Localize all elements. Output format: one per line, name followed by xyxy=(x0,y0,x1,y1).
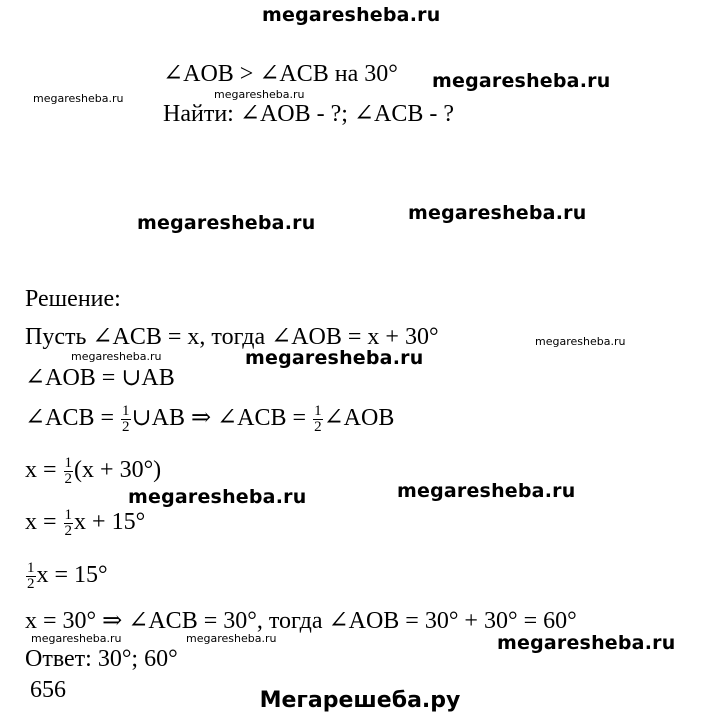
equation-2: x = $\frac{1}{2}$ x + 15° xyxy=(25,507,146,539)
solution-answer: Ответ: 30°; 60° xyxy=(25,646,178,672)
watermark: megaresheba.ru xyxy=(535,335,626,348)
watermark: megaresheba.ru xyxy=(186,632,277,645)
fraction-half: $\frac{1}{2}$ xyxy=(64,507,73,539)
watermark: megaresheba.ru xyxy=(432,70,611,92)
watermark: megaresheba.ru xyxy=(33,92,124,105)
fraction-half: $\frac{1}{2}$ xyxy=(27,560,35,592)
equation-1: x = $\frac{1}{2}$ (x + 30°) xyxy=(25,455,162,487)
watermark-top: megaresheba.ru xyxy=(262,4,441,26)
watermark: megaresheba.ru xyxy=(31,632,122,645)
watermark: megaresheba.ru xyxy=(71,350,162,363)
solution-result: x = 30° ⇒ ∠ACB = 30°, тогда ∠AOB = 30° + 30° = 60° xyxy=(25,608,577,634)
given-condition: ∠AOB > ∠ACB на 30° xyxy=(163,61,398,87)
equation-3: $\frac{1}{2}$ x = 15° xyxy=(27,560,108,592)
solution-arc: ∠AOB = ∪AB xyxy=(25,365,175,391)
watermark: megaresheba.ru xyxy=(128,486,307,508)
solution-heading: Решение: xyxy=(25,286,121,312)
watermark: megaresheba.ru xyxy=(408,202,587,224)
watermark: megaresheba.ru xyxy=(137,212,316,234)
watermark: megaresheba.ru xyxy=(397,480,576,502)
solution-relation: ∠ACB = $\frac{1}{2}$ ∪AB ⇒ ∠ACB = $\frac{1}{2}$ ∠AOB xyxy=(25,403,395,435)
watermark: megaresheba.ru xyxy=(497,632,676,654)
solution-let: Пусть ∠ACB = x, тогда ∠AOB = x + 30° xyxy=(25,324,439,350)
next-problem-number-cutoff: 656 xyxy=(30,677,66,703)
fraction-half: $\frac{1}{2}$ xyxy=(64,455,73,487)
footer-brand: Мегарешеба.ру xyxy=(259,688,461,713)
fraction-half: $\frac{1}{2}$ xyxy=(122,403,130,435)
given-find: Найти: ∠AOB - ?; ∠ACB - ? xyxy=(163,101,455,127)
fraction-half: $\frac{1}{2}$ xyxy=(314,403,322,435)
watermark: megaresheba.ru xyxy=(245,347,424,369)
watermark: megaresheba.ru xyxy=(214,88,305,101)
